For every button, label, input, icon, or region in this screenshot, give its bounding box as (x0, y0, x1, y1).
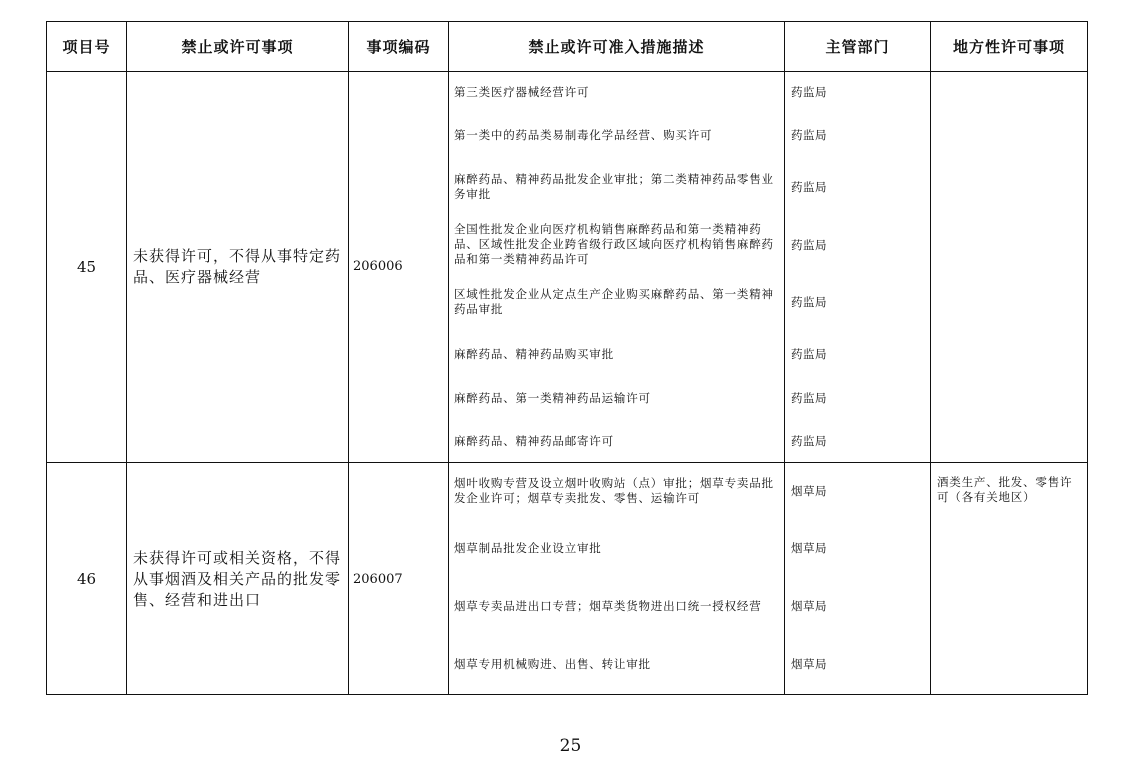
department-name: 药监局 (791, 347, 827, 362)
department-row (785, 272, 930, 332)
item-title-text: 未获得许可，不得从事特定药品、医疗器械经营 (133, 246, 342, 286)
measure-row (449, 217, 784, 273)
item-title (127, 463, 349, 695)
header-item: 禁止或许可事项 (127, 22, 349, 71)
department-row (785, 332, 930, 376)
local-permit-text: 酒类生产、批发、零售许可（各有关地区） (937, 475, 1073, 504)
measure-row (449, 114, 784, 157)
measure-row (449, 272, 784, 332)
department-name: 药监局 (791, 237, 827, 252)
department-name: 药监局 (791, 179, 827, 194)
department-row (785, 376, 930, 420)
department-row (785, 157, 930, 217)
measures-column (449, 71, 785, 462)
measure-description: 烟草制品批发企业设立审批 (454, 540, 602, 555)
local-permit-cell (931, 463, 1087, 695)
measure-description: 第一类中的药品类易制毒化学品经营、购买许可 (454, 127, 713, 142)
department-name: 药监局 (791, 391, 827, 406)
header-code: 事项编码 (349, 22, 449, 71)
measure-description: 烟草专卖品进出口专营；烟草类货物进出口统一授权经营 (454, 598, 762, 613)
department-name: 烟草局 (791, 541, 827, 555)
measure-row (449, 332, 784, 376)
department-name: 药监局 (791, 434, 827, 449)
department-row (785, 577, 930, 635)
measure-description: 麻醉药品、精神药品批发企业审批；第二类精神药品零售业务审批 (454, 171, 774, 201)
department-row (785, 635, 930, 693)
item-code: 206007 (349, 463, 449, 695)
item-code: 206006 (349, 71, 449, 462)
measure-row (449, 420, 784, 462)
table-row-group (47, 71, 1087, 463)
department-column (785, 71, 931, 462)
market-access-table (46, 21, 1088, 695)
department-row (785, 420, 930, 462)
table-row-group (47, 463, 1087, 695)
item-title (127, 71, 349, 462)
header-department: 主管部门 (785, 22, 931, 71)
department-column (785, 463, 931, 695)
header-local: 地方性许可事项 (952, 38, 1065, 56)
department-name: 药监局 (791, 295, 827, 310)
header-description: 禁止或许可准入措施描述 (449, 22, 785, 71)
measure-description: 烟叶收购专营及设立烟叶收购站（点）审批；烟草专卖品批发企业许可；烟草专卖批发、零售、运输许可 (454, 476, 774, 505)
local-permit-cell (931, 71, 1087, 462)
measure-description: 烟草专用机械购进、出售、转让审批 (454, 656, 651, 671)
measures-column (449, 463, 785, 695)
measure-row (449, 635, 784, 693)
department-row (785, 519, 930, 577)
header-item-no: 项目号 (47, 22, 127, 71)
item-number: 46 (47, 463, 127, 695)
measure-row (449, 519, 784, 577)
item-number: 45 (47, 71, 127, 462)
local-permit-text (931, 71, 1087, 83)
page-number: 25 (559, 736, 582, 756)
department-name: 药监局 (791, 85, 827, 100)
department-name: 烟草局 (791, 657, 827, 671)
measure-row (449, 463, 784, 519)
measure-description: 第三类医疗器械经营许可 (454, 84, 590, 99)
measure-row (449, 577, 784, 635)
measure-row (449, 376, 784, 420)
measure-description: 麻醉药品、精神药品邮寄许可 (454, 433, 614, 448)
measure-description: 区域性批发企业从定点生产企业购买麻醉药品、第一类精神药品审批 (454, 287, 774, 317)
measure-description: 麻醉药品、精神药品购买审批 (454, 346, 614, 361)
measure-description: 全国性批发企业向医疗机构销售麻醉药品和第一类精神药品、区域性批发企业跨省级行政区域向医疗机构销售麻醉药品和第一类精神药品许可 (454, 222, 774, 267)
department-row (785, 463, 930, 519)
department-row (785, 217, 930, 273)
department-name: 药监局 (791, 128, 827, 143)
measure-description: 麻醉药品、第一类精神药品运输许可 (454, 390, 651, 405)
department-row (785, 71, 930, 114)
measure-row (449, 71, 784, 114)
department-name: 烟草局 (791, 484, 827, 498)
department-row (785, 114, 930, 157)
department-name: 烟草局 (791, 599, 827, 613)
measure-row (449, 157, 784, 217)
table-header-row (47, 22, 1087, 72)
item-title-text: 未获得许可或相关资格，不得从事烟酒及相关产品的批发零售、经营和进出口 (133, 548, 342, 609)
